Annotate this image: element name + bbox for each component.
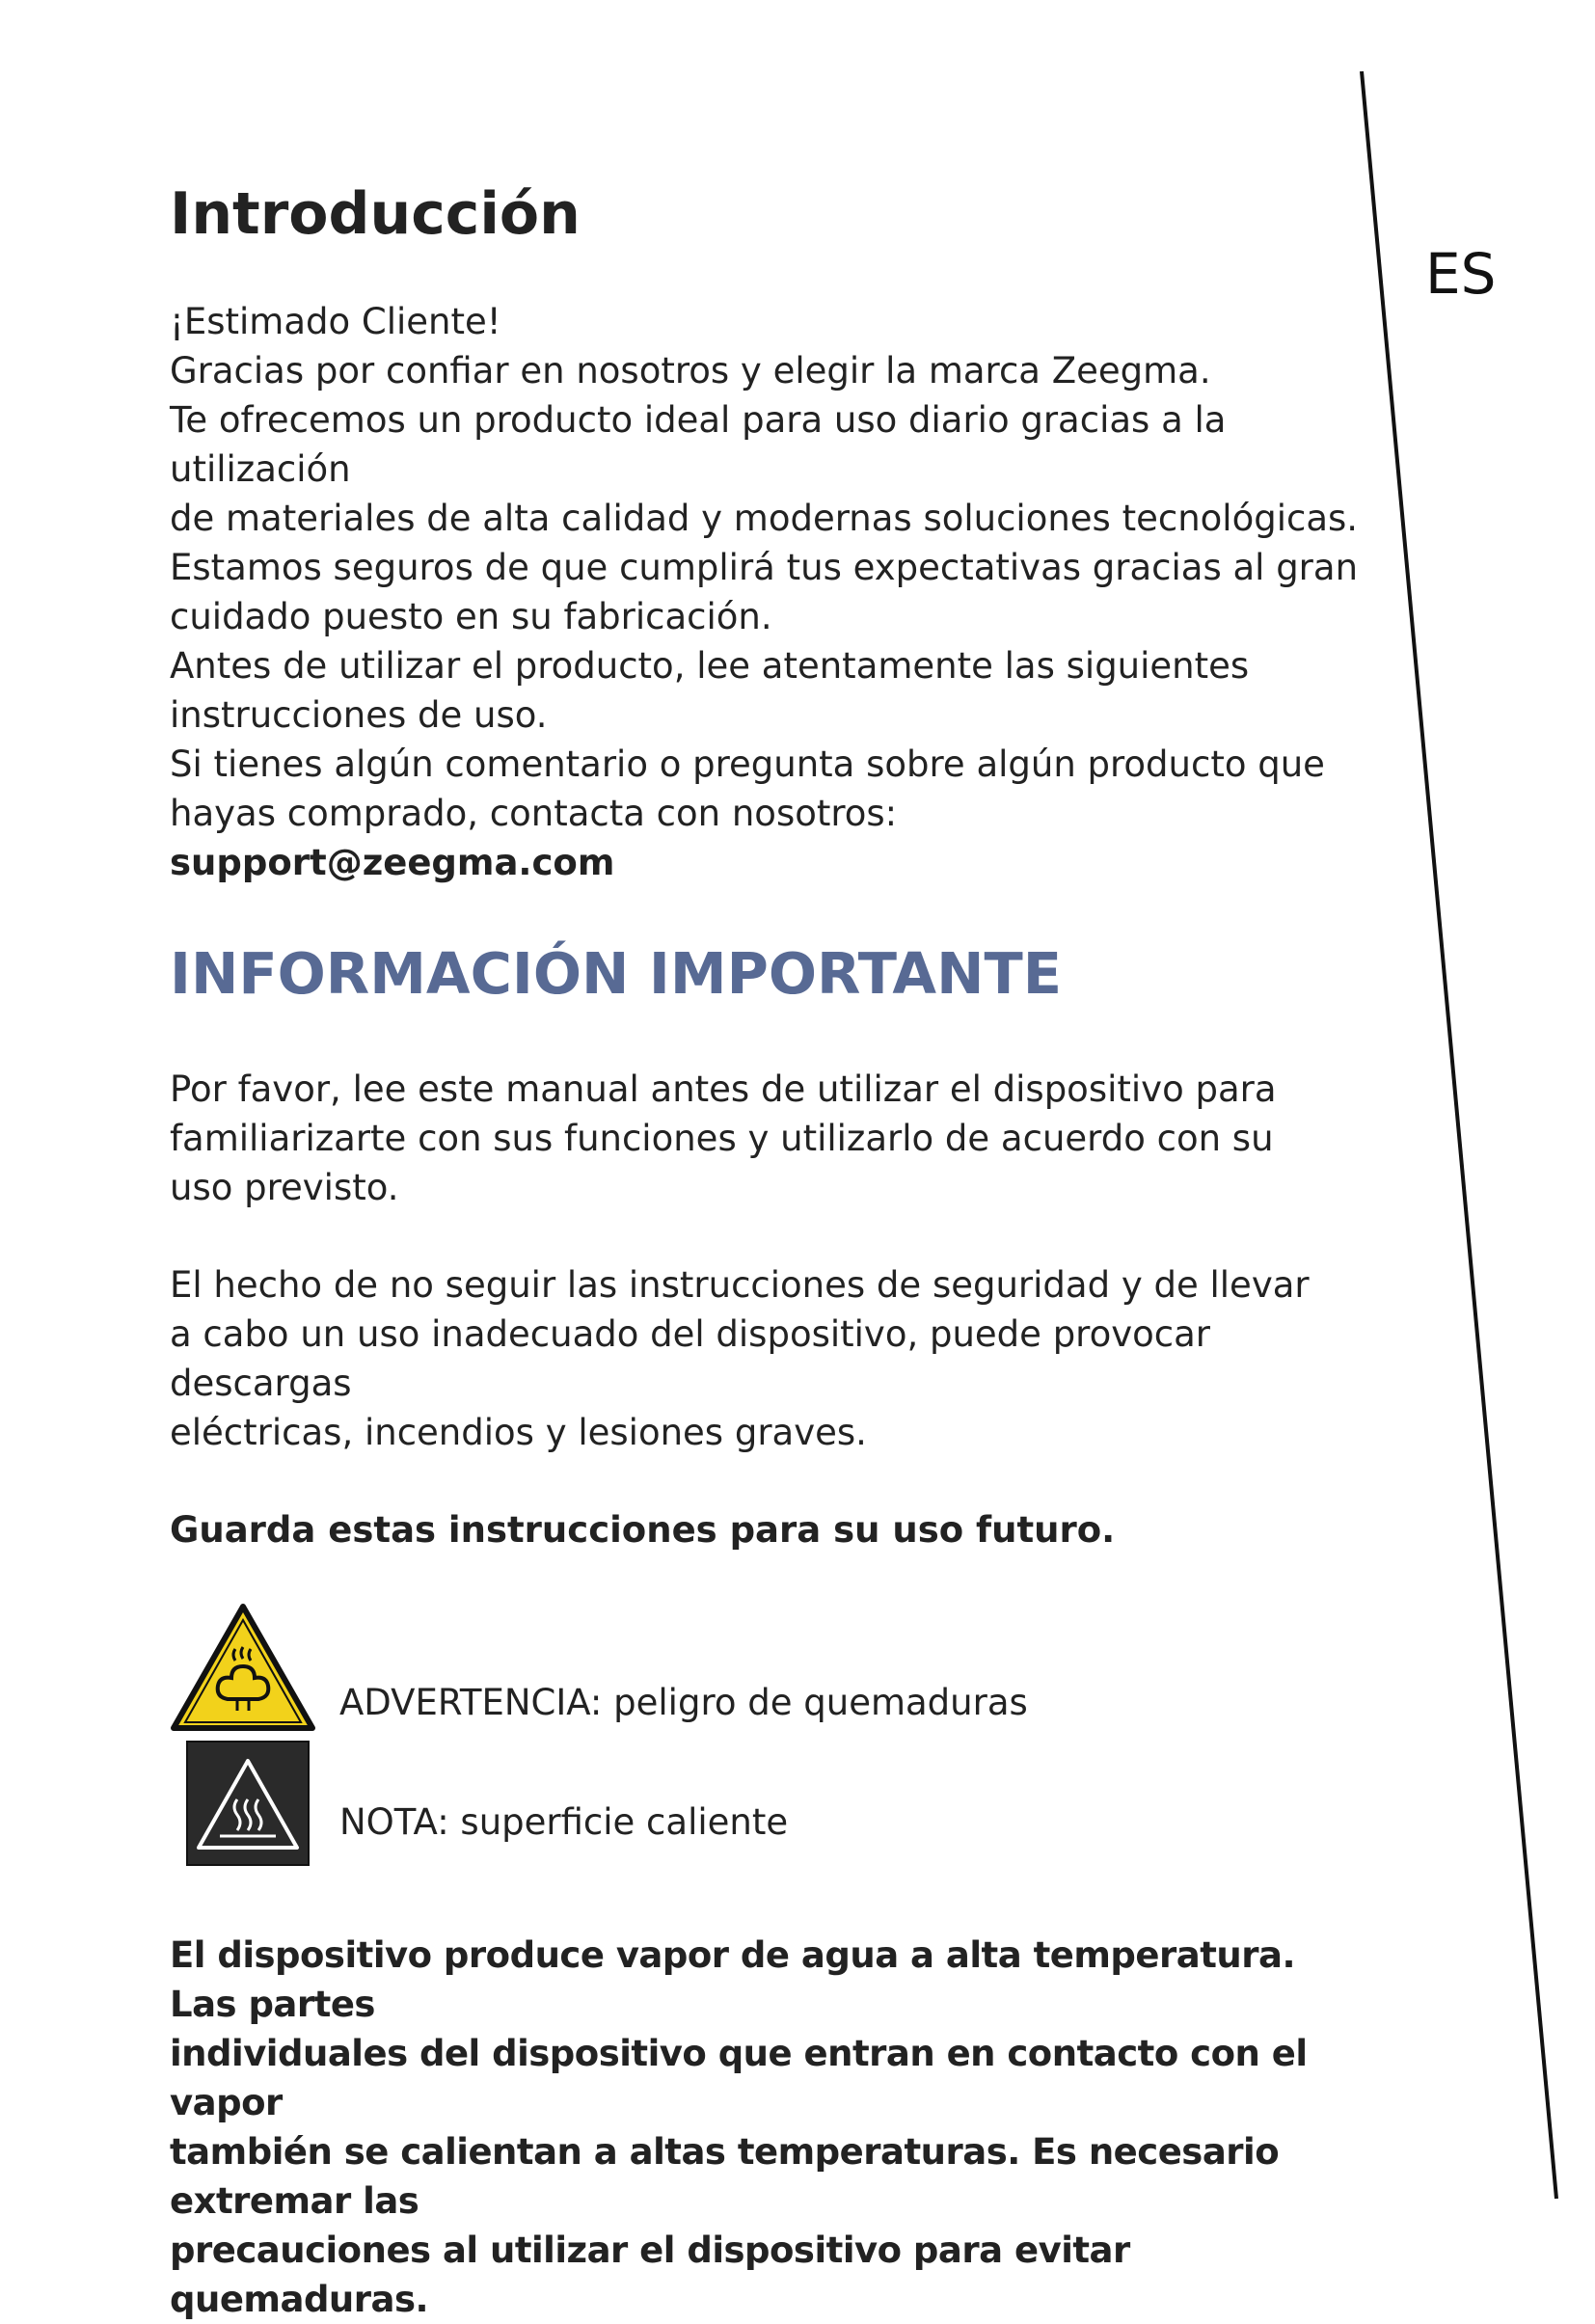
symbols-legend xyxy=(170,1603,1365,1892)
warning-line: también se calientan a altas temperaturas. Es necesario extremar las xyxy=(170,2131,1280,2222)
paragraph-line: Por favor, lee este manual antes de utilizar el dispositivo para xyxy=(170,1068,1277,1110)
intro-text xyxy=(170,297,1365,887)
note-label: NOTA: superficie caliente xyxy=(339,1801,789,1843)
burn-warning-text xyxy=(170,1931,1365,2324)
paragraph-line: El hecho de no seguir las instrucciones de seguridad y de llevar xyxy=(170,1264,1310,1306)
warning-line: El dispositivo produce vapor de agua a alta temperatura. Las partes xyxy=(170,1934,1296,2025)
language-tab: ES xyxy=(1425,241,1497,307)
paragraph-safety xyxy=(170,1260,1365,1457)
intro-line: Antes de utilizar el producto, lee atentamente las siguientes xyxy=(170,645,1250,687)
hot-surface-icon xyxy=(185,1740,332,1871)
support-email-link[interactable]: support@zeegma.com xyxy=(170,842,615,883)
note-symbol-row xyxy=(170,1740,789,1871)
steam-burn-warning-icon xyxy=(170,1603,316,1732)
paragraph-line: uso previsto. xyxy=(170,1167,399,1208)
warning-line: individuales del dispositivo que entran en contacto con el vapor xyxy=(170,2033,1308,2123)
intro-line: Si tienes algún comentario o pregunta sobre algún producto que xyxy=(170,743,1325,785)
warning-label: ADVERTENCIA: peligro de quemaduras xyxy=(339,1682,1028,1723)
paragraph-line: eléctricas, incendios y lesiones graves. xyxy=(170,1412,867,1453)
intro-line: Estamos seguros de que cumplirá tus expectativas gracias al gran xyxy=(170,547,1359,588)
intro-line: Te ofrecemos un producto ideal para uso diario gracias a la utilización xyxy=(170,399,1227,490)
intro-line: cuidado puesto en su fabricación. xyxy=(170,596,772,637)
intro-title: Introducción xyxy=(170,180,581,248)
page-content xyxy=(170,177,1365,2324)
paragraph-line: familiarizarte con sus funciones y utilizarlo de acuerdo con su xyxy=(170,1118,1274,1159)
intro-line: de materiales de alta calidad y modernas soluciones tecnológicas. xyxy=(170,498,1359,539)
paragraph-line: a cabo un uso inadecuado del dispositivo, puede provocar descargas xyxy=(170,1313,1210,1404)
paragraph-read-manual xyxy=(170,1065,1365,1212)
intro-line: hayas comprado, contacta con nosotros: xyxy=(170,793,898,834)
warning-symbol-row xyxy=(170,1603,1028,1732)
intro-line: instrucciones de uso. xyxy=(170,694,548,736)
intro-line: ¡Estimado Cliente! xyxy=(170,301,501,342)
important-heading: INFORMACIÓN IMPORTANTE xyxy=(170,940,1063,1007)
warning-line: precauciones al utilizar el dispositivo para evitar quemaduras. xyxy=(170,2229,1130,2320)
keep-instructions-note: Guarda estas instrucciones para su uso futuro. xyxy=(170,1509,1116,1551)
intro-line: Gracias por confiar en nosotros y elegir la marca Zeegma. xyxy=(170,350,1211,392)
